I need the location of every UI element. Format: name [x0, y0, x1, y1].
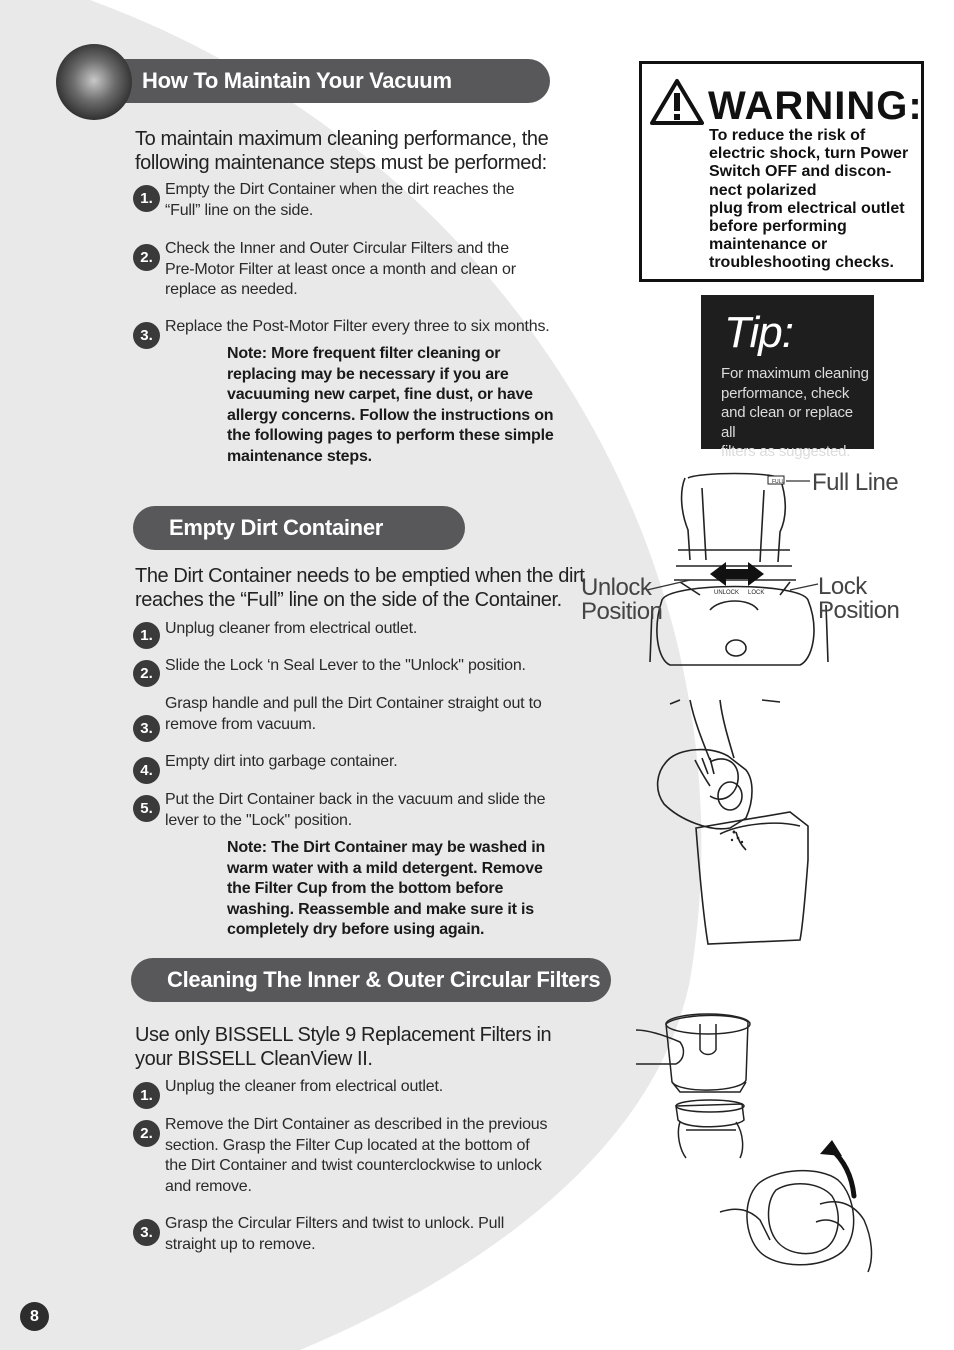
step-number-badge: 1.	[133, 622, 160, 649]
full-mark-label: FULL	[772, 479, 785, 485]
page-number: 8	[20, 1302, 49, 1331]
unlock-mark-label: UNLOCK	[714, 590, 740, 596]
section-title: How To Maintain Your Vacuum	[142, 68, 452, 93]
note-text: Note: More frequent filter cleaning or replacing may be necessary if you are vacuuming new carpet, fine dust, or have allergy concerns. Follow the instructions on the following pages to perform these simple maintenance steps.	[227, 345, 554, 465]
step-text: Remove the Dirt Container as described in the previous section. Grasp the Filter Cup located at the bottom of the Dirt Container and twist counterclockwise to unlock and remove.	[165, 1116, 548, 1195]
step-text: Grasp the Circular Filters and twist to unlock. Pull straight up to remove.	[165, 1215, 505, 1253]
step-number-badge: 3.	[133, 1219, 160, 1246]
section-intro: To maintain maximum cleaning performance, the following maintenance steps must be performed:	[135, 128, 549, 174]
section-title: Cleaning The Inner & Outer Circular Filters	[167, 967, 601, 992]
lock-mark-label: LOCK	[748, 590, 765, 596]
step-number-badge: 2.	[133, 244, 160, 271]
circular-filter-twist-illustration	[720, 1140, 880, 1275]
step-number-badge: 3.	[133, 715, 160, 742]
full-line-label: Full Line	[812, 469, 899, 496]
step-number-badge: 1.	[133, 185, 160, 212]
warning-title: WARNING:	[708, 84, 923, 128]
section-intro: Use only BISSELL Style 9 Replacement Filters in your BISSELL CleanView II.	[135, 1024, 552, 1070]
step-text: Grasp handle and pull the Dirt Container straight out to remove from vacuum.	[165, 695, 542, 733]
decorative-sphere-icon	[56, 44, 132, 120]
step-number-badge: 1.	[133, 1082, 160, 1109]
step-text: Check the Inner and Outer Circular Filters and the Pre-Motor Filter at least once a month and clean or replace as needed.	[165, 240, 516, 298]
step-text: Empty dirt into garbage container.	[165, 753, 398, 770]
step-text: Empty the Dirt Container when the dirt reaches the “Full” line on the side.	[165, 181, 515, 219]
emptying-container-illustration	[650, 700, 830, 945]
note-text: Note: The Dirt Container may be washed in warm water with a mild detergent. Remove the Filter Cup from the bottom before washing. Reassemble and make sure it is completely dry before using again.	[227, 839, 546, 938]
twist-arrow-icon	[820, 1140, 842, 1156]
step-text: Unplug cleaner from electrical outlet.	[165, 620, 418, 637]
step-text: Put the Dirt Container back in the vacuum and slide the lever to the "Lock" position.	[165, 791, 546, 829]
step-number-badge: 4.	[133, 757, 160, 784]
section-title: Empty Dirt Container	[169, 515, 384, 540]
step-number-badge: 3.	[133, 322, 160, 349]
tip-text: For maximum cleaning performance, check and clean or replace all filters as suggested.	[721, 365, 869, 460]
unlock-position-label: Unlock Position	[581, 574, 663, 625]
step-text: Replace the Post-Motor Filter every three to six months.	[165, 318, 550, 335]
lock-position-label: Lock Position	[818, 573, 900, 624]
step-number-badge: 5.	[133, 795, 160, 822]
section-header-circular-filters	[131, 958, 611, 1002]
section-intro: The Dirt Container needs to be emptied when the dirt reaches the “Full” line on the side of the Container.	[135, 565, 585, 611]
warning-text: To reduce the risk of electric shock, turn Power Switch OFF and discon- nect polarized plug from electrical outlet before performing maintenance or troubleshooting checks.	[709, 127, 909, 272]
step-text: Unplug the cleaner from electrical outlet.	[165, 1078, 443, 1095]
tip-title: Tip:	[724, 308, 793, 357]
section-header-empty-dirt	[133, 506, 465, 550]
step-number-badge: 2.	[133, 1120, 160, 1147]
step-text: Slide the Lock ‘n Seal Lever to the "Unlock" position.	[165, 657, 526, 674]
step-number-badge: 2.	[133, 660, 160, 687]
filter-cup-removal-illustration	[636, 1010, 766, 1160]
